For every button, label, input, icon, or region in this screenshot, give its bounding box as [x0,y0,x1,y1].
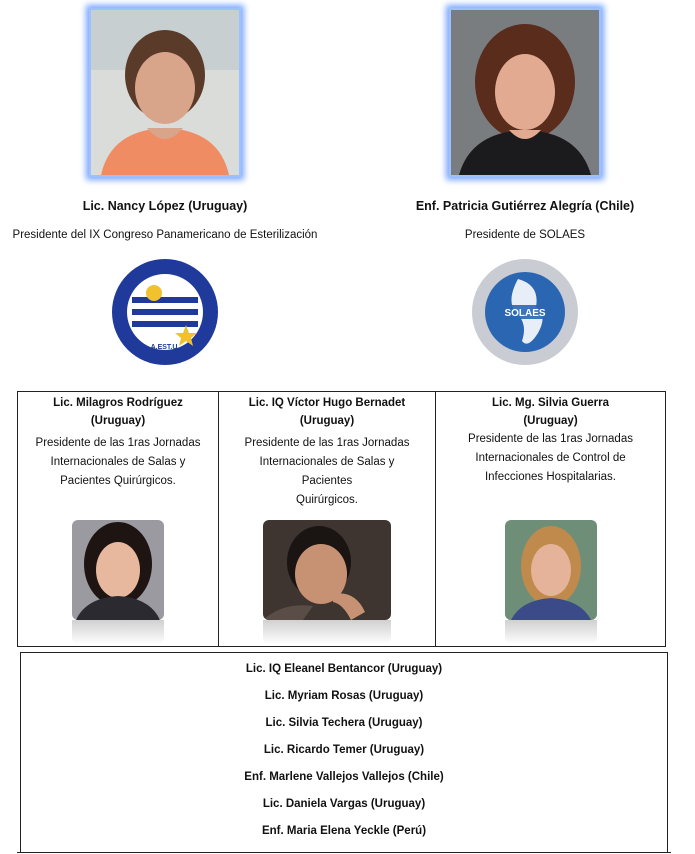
cell-name: Lic. Milagros Rodríguez (Uruguay) [53,397,183,427]
president-role: Presidente de SOLAES [464,229,586,241]
cell-role: Presidente de las 1ras Jornadas Internacionales de Control de Infecciones Hospitalarias. [468,433,633,483]
list-item: Lic. Myriam Rosas (Uruguay) [264,690,424,702]
president-name: Enf. Patricia Gutiérrez Alegría (Chile) [415,199,635,213]
portrait-milagros-rodriguez [72,520,164,620]
portrait-photo [89,8,241,177]
svg-text:SOLAES: SOLAES [504,308,546,319]
cell-role: Presidente de las 1ras Jornadas Internacionales de Salas y Pacientes Quirúrgicos. [244,437,410,506]
cell-role: Presidente de las 1ras Jornadas Internacionales de Salas y Pacientes Quirúrgicos. [35,437,201,487]
portrait-silvia-guerra [505,520,597,620]
list-item: Lic. Daniela Vargas (Uruguay) [262,798,426,810]
grid-cell [18,392,219,646]
divider [17,852,671,853]
portrait-patricia-gutierrez [451,10,599,175]
svg-text:A.EST.U.: A.EST.U. [150,344,180,351]
portrait-nancy-lopez [91,10,239,175]
list-item: Enf. Marlene Vallejos Vallejos (Chile) [244,771,444,783]
members-list [21,656,667,845]
grid-cell [219,392,436,646]
list-item: Lic. Ricardo Temer (Uruguay) [263,744,425,756]
aestu-logo [110,257,220,367]
photo-reflection [505,620,597,644]
solaes-logo [470,257,580,367]
photo-reflection [263,620,391,644]
jornadas-presidents-table [17,391,666,647]
list-item: Lic. Silvia Techera (Uruguay) [265,717,423,729]
president-right [360,8,690,367]
grid-cell [436,392,665,646]
cell-name: Lic. Mg. Silvia Guerra (Uruguay) [492,397,609,427]
list-item: Lic. IQ Eleanel Bentancor (Uruguay) [245,663,443,675]
list-item: Enf. Maria Elena Yeckle (Perú) [261,825,427,837]
president-name: Lic. Nancy López (Uruguay) [82,199,248,213]
committee-members-box [20,652,668,852]
portrait-victor-hugo-bernadet [263,520,391,620]
cell-name: Lic. IQ Víctor Hugo Bernadet (Uruguay) [248,397,406,427]
president-left [0,8,330,367]
portrait-photo [449,8,601,177]
president-role: Presidente del IX Congreso Panamericano de Esterilización [12,229,318,241]
photo-reflection [72,620,164,644]
